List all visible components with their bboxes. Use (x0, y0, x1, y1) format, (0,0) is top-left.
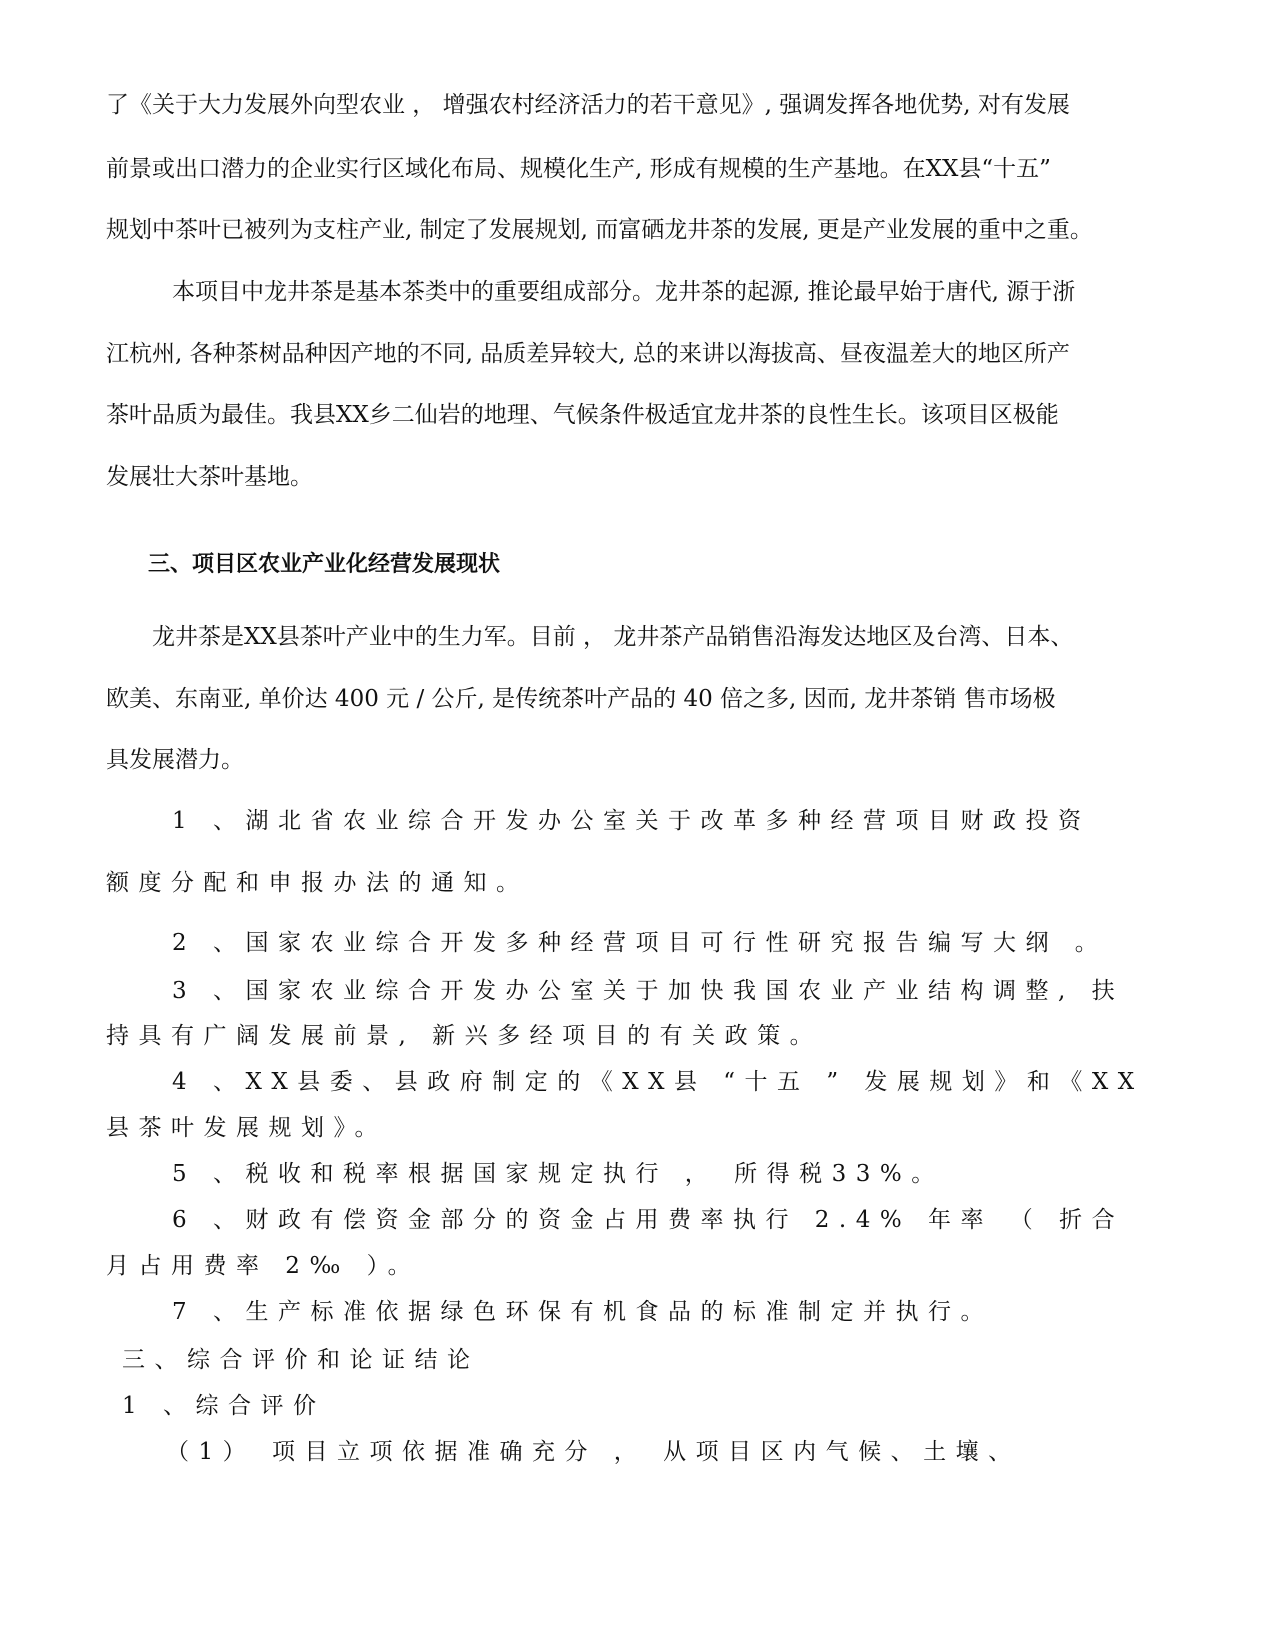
conclusion-heading: 三、综合评价和论证结论 (122, 1347, 480, 1373)
basis-item-6-line-1: 6 、财政有偿资金部分的资金占用费率执行 2.4% 年率 （ 折合 (172, 1207, 1125, 1233)
basis-item-2: 2 、国家农业综合开发多种经营项目可行性研究报告编写大纲 。 (172, 930, 1108, 956)
basis-item-4-line-1: 4 、XX县委、县政府制定的《XX县 “十五 ” 发展规划》和《XX (172, 1069, 1144, 1095)
basis-item-3-line-1: 3 、国家农业综合开发办公室关于加快我国农业产业结构调整, 扶 (172, 978, 1125, 1004)
paragraph-1-line-2: 前景或出口潜力的企业实行区域化布局、规模化生产, 形成有规模的生产基地。在XX县“十五” (106, 156, 1051, 182)
paragraph-1-line-1: 了《关于大力发展外向型农业 ， 增强农村经济活力的若干意见》, 强调发挥各地优势, 对有发展 (106, 92, 1070, 118)
paragraph-2-line-4: 发展壮大茶叶基地。 (106, 464, 313, 490)
paragraph-3-line-1: 龙井茶是XX县茶叶产业中的生力军。目前 ， 龙井茶产品销售沿海发达地区及台湾、日本、 (152, 624, 1074, 650)
paragraph-2-line-2: 江杭州, 各种茶树品种因产地的不同, 品质差异较大, 总的来讲以海拔高、昼夜温差大的地区所产 (106, 341, 1070, 367)
paragraph-2-line-3: 茶叶品质为最佳。我县XX乡二仙岩的地理、气候条件极适宜龙井茶的良性生长。该项目区极能 (106, 402, 1059, 428)
paragraph-1-line-3: 规划中茶叶已被列为支柱产业, 制定了发展规划, 而富硒龙井茶的发展, 更是产业发展的重中之重。 (106, 217, 1093, 243)
basis-item-6-line-2: 月占用费率 2‰ ）。 (106, 1253, 421, 1279)
basis-item-7: 7 、生产标准依据绿色环保有机食品的标准制定并执行。 (172, 1299, 993, 1325)
paragraph-3-line-3: 具发展潜力。 (106, 747, 244, 773)
basis-item-4-line-2: 县茶叶发展规划》。 (106, 1115, 387, 1141)
evaluation-point-1: （1） 项目立项依据准确充分 ， 从项目区内气候、土壤、 (166, 1439, 1021, 1465)
basis-item-1-line-1: 1 、湖北省农业综合开发办公室关于改革多种经营项目财政投资 (172, 808, 1091, 834)
comprehensive-evaluation-heading: 1 、综合评价 (122, 1393, 326, 1419)
paragraph-3-line-2: 欧美、东南亚, 单价达 400 元 / 公斤, 是传统茶叶产品的 40 倍之多, 因而, 龙井茶销 售市场极 (106, 686, 1056, 712)
paragraph-2-line-1: 本项目中龙井茶是基本茶类中的重要组成部分。龙井茶的起源, 推论最早始于唐代, 源于浙 (172, 279, 1076, 305)
basis-item-3-line-2: 持具有广阔发展前景, 新兴多经项目的有关政策。 (106, 1023, 823, 1049)
basis-item-5: 5 、税收和税率根据国家规定执行 ， 所得税33%。 (172, 1161, 944, 1187)
section-3-heading: 三、项目区农业产业化经营发展现状 (148, 552, 501, 577)
basis-item-1-line-2: 额度分配和申报办法的通知。 (106, 870, 529, 896)
